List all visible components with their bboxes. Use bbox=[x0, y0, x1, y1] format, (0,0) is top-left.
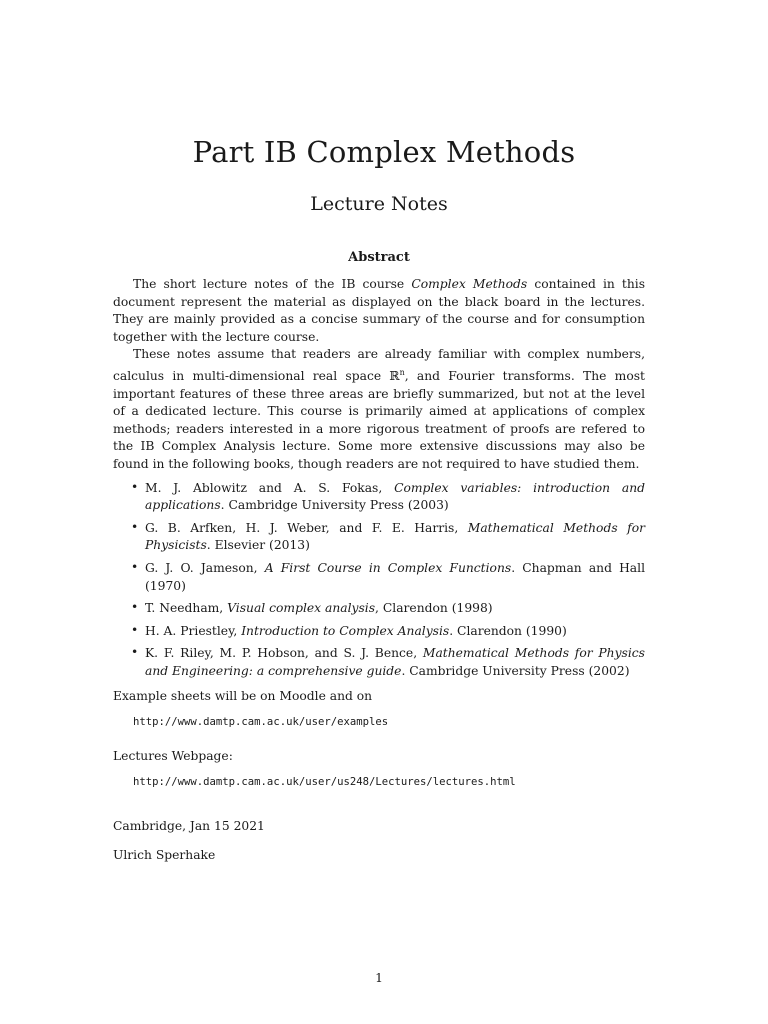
reference-title: Visual complex analysis bbox=[227, 601, 376, 616]
example-sheets-text: Example sheets will be on Moodle and on bbox=[113, 689, 373, 703]
lectures-webpage-url: http://www.damtp.cam.ac.uk/user/us248/Lectures/lectures.html bbox=[133, 775, 516, 788]
abstract-p1-text-cont: contained in this document represent the material as displayed on the black board in the lectures. They are mainly provided as a concise summary of the course and for consumption together with the lecture course. bbox=[113, 277, 646, 344]
reference-title: A First Course in Complex Functions bbox=[264, 561, 512, 575]
reference-item bbox=[131, 560, 646, 595]
reference-item bbox=[131, 519, 645, 555]
abstract-paragraph-1 bbox=[113, 276, 645, 346]
abstract-body bbox=[113, 276, 645, 686]
place-date: Cambridge, Jan 15 2021 bbox=[113, 819, 265, 833]
bullet-icon: • bbox=[131, 519, 139, 534]
lectures-webpage-section bbox=[113, 748, 645, 791]
superscript-n: n bbox=[399, 367, 405, 377]
example-sheets-section bbox=[113, 688, 645, 731]
author-name: Ulrich Sperhake bbox=[113, 848, 216, 862]
reference-title: Mathematical Methods for Physicists bbox=[145, 520, 645, 553]
reference-authors: G. B. Arfken, H. J. Weber, and F. E. Harris, bbox=[145, 520, 468, 535]
reference-publisher: . Clarendon (1990) bbox=[449, 623, 567, 638]
lectures-webpage-label: Lectures Webpage: bbox=[113, 749, 233, 763]
reference-item bbox=[131, 645, 645, 680]
page-number: 1 bbox=[375, 971, 383, 985]
bullet-icon: • bbox=[131, 645, 139, 660]
reference-title: Complex variables: introduction and applications bbox=[145, 480, 645, 513]
bullet-icon: • bbox=[131, 622, 139, 637]
reference-publisher: . Cambridge University Press (2002) bbox=[401, 663, 630, 678]
reference-authors: K. F. Riley, M. P. Hobson, and S. J. Bence, bbox=[145, 646, 423, 661]
reference-publisher: . Cambridge University Press (2003) bbox=[220, 498, 449, 513]
reference-publisher: , Clarendon (1998) bbox=[375, 601, 493, 616]
abstract-p1-text: The short lecture notes of the IB course bbox=[133, 277, 412, 291]
reference-authors: M. J. Ablowitz and A. S. Fokas, bbox=[145, 480, 395, 495]
abstract-heading: Abstract bbox=[348, 250, 410, 265]
example-sheets-url: http://www.damtp.cam.ac.uk/user/examples bbox=[133, 715, 389, 728]
reference-title: Mathematical Methods for Physics and Engineering: a comprehensive guide bbox=[145, 646, 645, 678]
course-name-italic: Complex Methods bbox=[411, 277, 528, 291]
bullet-icon: • bbox=[131, 600, 139, 615]
reference-publisher: . Elsevier (2013) bbox=[206, 538, 310, 553]
abstract-p2-text-cont: , and Fourier transforms. The most important features of these three areas are briefly summarized, but not at the level of a dedicated lecture. This course is primarily aimed at applications of complex methods; readers interested in a more rigorous treatment of proofs are refered to the IB Complex Analysis lecture. Some more extensive discussions may also be found in the following books, though readers are not required to have studied them. bbox=[113, 369, 645, 472]
bullet-icon: • bbox=[131, 560, 139, 574]
abstract-paragraph-2 bbox=[113, 346, 645, 473]
document-subtitle: Lecture Notes bbox=[310, 193, 448, 215]
document-title: Part IB Complex Methods bbox=[192, 135, 576, 169]
abstract-p2-text: These notes assume that readers are already familiar with complex numbers, calculus in multi-dimensional real space ℝ bbox=[113, 347, 645, 384]
bullet-icon: • bbox=[131, 479, 139, 494]
reference-authors: G. J. O. Jameson, bbox=[145, 561, 265, 575]
reference-authors: T. Needham, bbox=[145, 601, 228, 616]
reference-item bbox=[131, 622, 645, 641]
reference-publisher: . Chapman and Hall (1970) bbox=[145, 561, 646, 593]
reference-list bbox=[113, 480, 645, 681]
reference-item bbox=[131, 479, 645, 515]
reference-authors: H. A. Priestley, bbox=[145, 623, 242, 638]
reference-item bbox=[131, 600, 645, 618]
reference-title: Introduction to Complex Analysis bbox=[241, 623, 450, 638]
